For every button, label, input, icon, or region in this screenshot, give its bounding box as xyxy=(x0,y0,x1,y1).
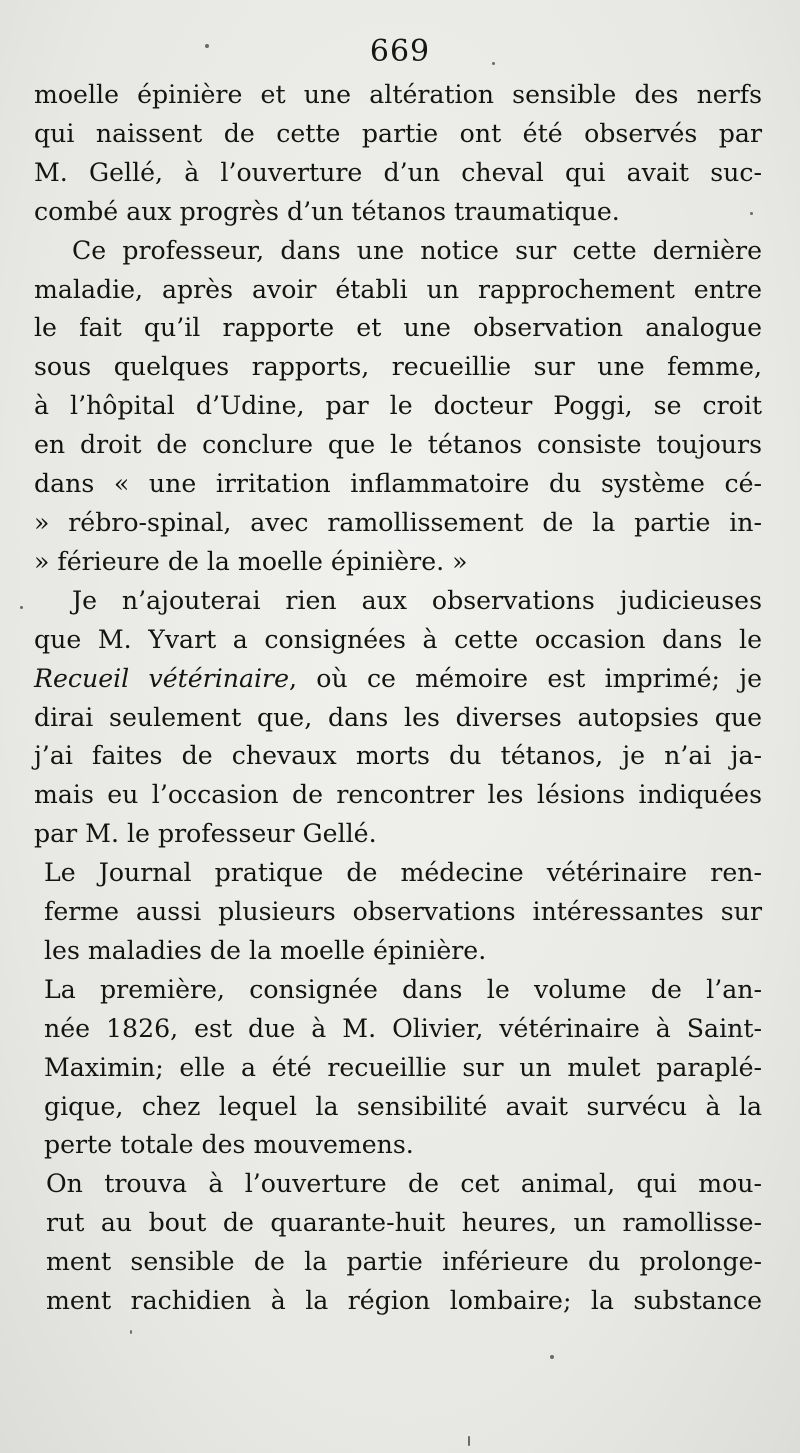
text-fragment: , où ce mémoire est imprimé; je xyxy=(289,663,762,693)
text-line: le fait qu’il rapporte et une observation analogue xyxy=(34,313,762,343)
text-line: gique, chez lequel la sensibilité avait survécu à la xyxy=(44,1091,762,1121)
print-speck xyxy=(750,212,753,215)
body-text xyxy=(34,76,762,1321)
text-line: On trouva à l’ouverture de cet animal, qui mou- xyxy=(46,1169,762,1199)
print-speck xyxy=(550,1355,554,1359)
text-line: La première, consignée dans le volume de l’an- xyxy=(44,974,762,1004)
text-line: par M. le professeur Gellé. xyxy=(34,819,377,849)
print-speck xyxy=(130,1330,132,1334)
text-line: moelle épinière et une altération sensible des nerfs xyxy=(34,80,762,109)
text-line: dirai seulement que, dans les diverses autopsies que xyxy=(34,702,762,732)
text-line: j’ai faites de chevaux morts du tétanos, je n’ai ja- xyxy=(34,741,762,771)
text-line: ferme aussi plusieurs observations intéressantes sur xyxy=(44,897,762,927)
text-line: sous quelques rapports, recueillie sur une femme, xyxy=(34,352,762,382)
text-line: les maladies de la moelle épinière. xyxy=(44,935,487,965)
print-speck xyxy=(205,44,209,48)
text-line: Le Journal pratique de médecine vétérinaire ren- xyxy=(44,858,762,888)
italic-title: Recueil vétérinaire xyxy=(34,663,289,693)
print-speck xyxy=(20,606,23,609)
text-line: combé aux progrès d’un tétanos traumatique. xyxy=(34,196,620,226)
text-line: à l’hôpital d’Udine, par le docteur Poggi, se croit xyxy=(34,391,762,421)
text-line: Je n’ajouterai rien aux observations judicieuses xyxy=(72,585,762,615)
text-line: Maximin; elle a été recueillie sur un mulet paraplé- xyxy=(44,1052,762,1082)
text-line: en droit de conclure que le tétanos consiste toujours xyxy=(34,430,762,460)
text-line: perte totale des mouvemens. xyxy=(44,1130,414,1160)
text-line: que M. Yvart a consignées à cette occasion dans le xyxy=(34,624,762,654)
print-speck xyxy=(492,62,495,65)
text-line: née 1826, est due à M. Olivier, vétérinaire à Saint- xyxy=(44,1013,762,1043)
text-line: rut au bout de quarante-huit heures, un ramollisse- xyxy=(46,1208,762,1238)
text-line: » férieure de la moelle épinière. » xyxy=(34,546,468,576)
text-line: » rébro-spinal, avec ramollissement de la partie in- xyxy=(34,507,762,537)
text-line: maladie, après avoir établi un rapprochement entre xyxy=(34,274,762,304)
text-line: Ce professeur, dans une notice sur cette dernière xyxy=(72,235,762,265)
text-line: mais eu l’occasion de rencontrer les lésions indiquées xyxy=(34,780,762,810)
text-line: ment sensible de la partie inférieure du prolonge- xyxy=(46,1247,762,1277)
text-line xyxy=(34,660,762,699)
text-line: ment rachidien à la région lombaire; la substance xyxy=(46,1286,762,1316)
text-line: M. Gellé, à l’ouverture d’un cheval qui avait suc- xyxy=(34,157,762,187)
text-line: qui naissent de cette partie ont été observés par xyxy=(34,118,762,148)
text-line: dans « une irritation inflammatoire du système cé- xyxy=(34,469,762,499)
print-speck xyxy=(468,1436,470,1446)
page-number: 669 xyxy=(369,34,431,69)
